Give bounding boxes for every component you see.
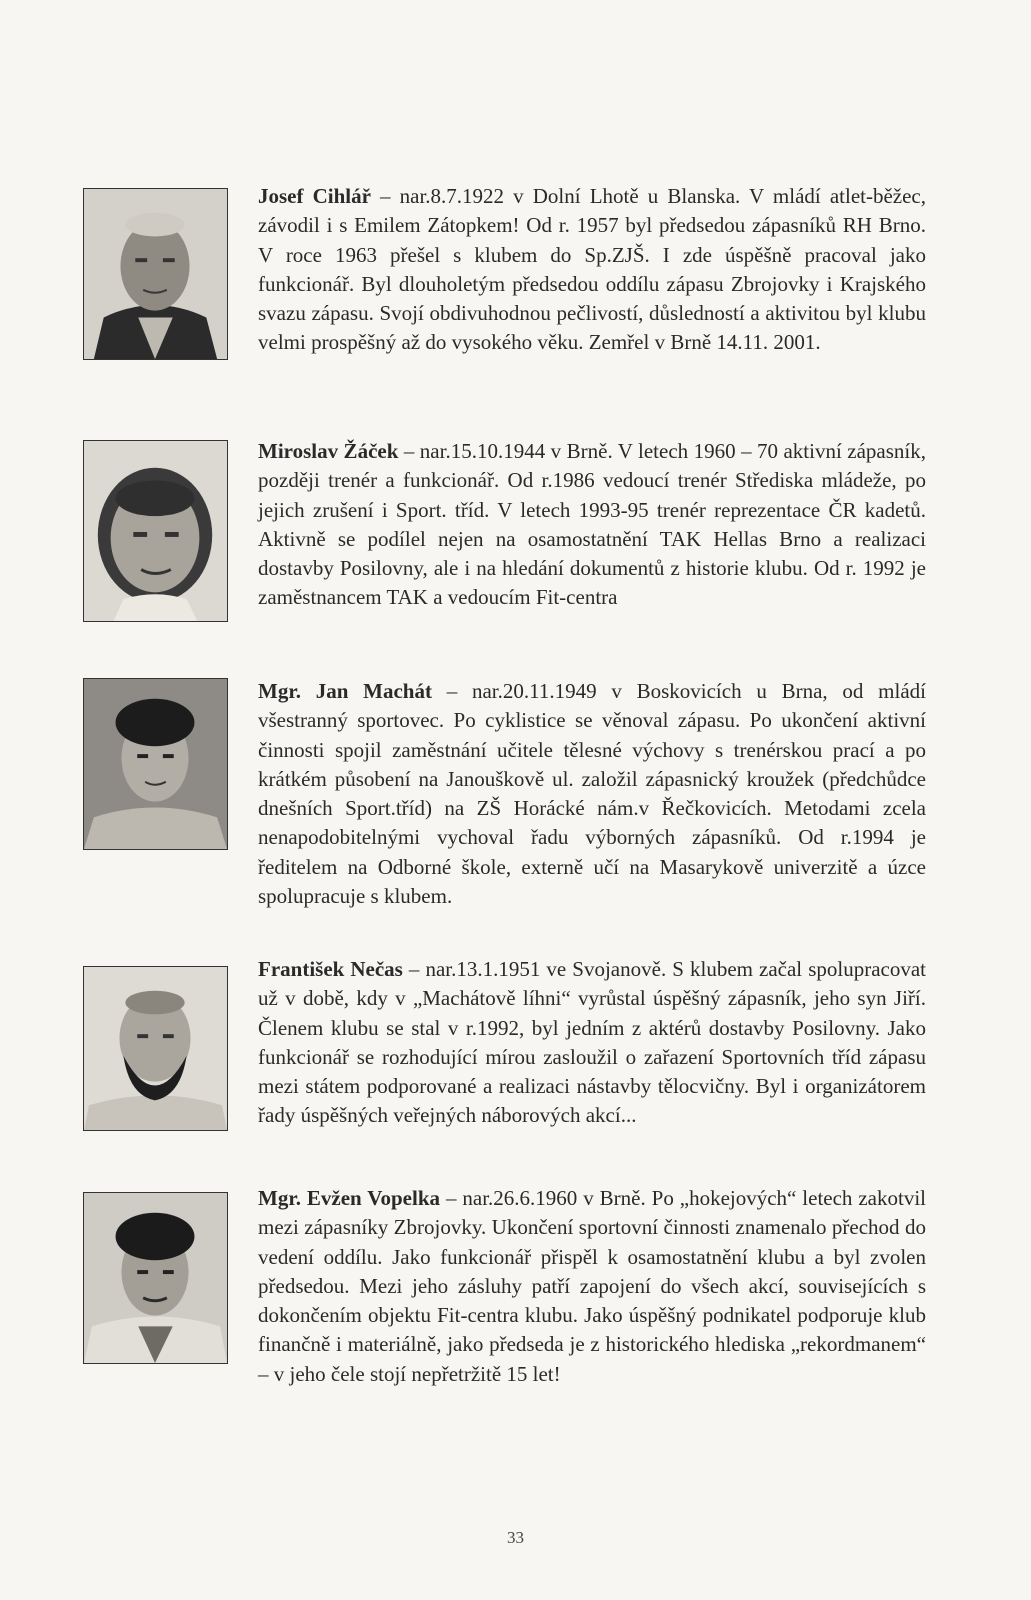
portrait-photo — [83, 188, 228, 360]
biography: – nar.20.11.1949 v Boskovicích u Brna, od mládí všestranný sportovec. Po cyklistice se věnoval zápasu. Po ukončení aktivní činnosti spojil zaměstnání učitele tělesné výchovy s trenérskou prací a po krátkém působení na Janouškově ul. založil zápasnický kroužek (předchůdce dnešních Sport.tříd) na ZŠ Horácké nám.v Řečkovicích. Metodami zcela nenapodobitelnými vychoval řadu výborných zápasníků. Od r.1994 je ředitelem na Odborné škole, externě učí na Masarykově univerzitě a úzce spolupracuje s klubem. — [258, 679, 926, 909]
biography: – nar.26.6.1960 v Brně. Po „hokejových“ letech zakotvil mezi zápasníky Zbrojovky. Ukončení sportovní činnosti znamenalo přechod do vedení oddílu. Jako funkcionář přispěl k osamostatnění klubu a byl zvolen předsedou. Mezi jeho zásluhy patří zapojení do všech akcí, souvisejících s dokončením objektu Fit-centra klubu. Jako úspěšný podnikatel podporuje klub finančně i materiálně, jako předseda je z historického hlediska „rekordmanem“ – v jeho čele stojí nepřetržitě 15 let! — [258, 1186, 926, 1386]
entry-text — [258, 955, 926, 1131]
portrait-photo — [83, 440, 228, 622]
entry-text — [258, 437, 926, 613]
entry-text — [258, 1184, 926, 1389]
person-name: Miroslav Žáček — [258, 439, 399, 463]
portrait-photo — [83, 678, 228, 850]
biography: – nar.15.10.1944 v Brně. V letech 1960 – 70 aktivní zápasník, později trenér a funkcionář. Od r.1986 vedoucí trenér Střediska mládeže, po jejich zrušení i Sport. tříd. V letech 1993-95 trenér reprezentace ČR kadetů. Aktivně se podílel nejen na osamostatnění TAK Hellas Brno a realizaci dostavby Posilovny, ale i na hledání dokumentů z historie klubu. Od r. 1992 je zaměstnancem TAK a vedoucím Fit-centra — [258, 439, 926, 610]
person-name: Mgr. Jan Machát — [258, 679, 432, 703]
person-name: Josef Cihlář — [258, 184, 371, 208]
portrait-photo — [83, 1192, 228, 1364]
entry-text — [258, 182, 926, 358]
entry-text — [258, 677, 926, 911]
biography: – nar.8.7.1922 v Dolní Lhotě u Blanska. V mládí atlet-běžec, závodil i s Emilem Zátopkem! Od r. 1957 byl předsedou zápasníků RH Brno. V roce 1963 přešel s klubem do Sp.ZJŠ. I zde úspěšně pracoval jako funkcionář. Byl dlouholetým předsedou oddílu zápasu Zbrojovky i Krajského svazu zápasu. Svojí obdivuhodnou pečlivostí, důsledností a aktivitou byl klubu velmi prospěšný až do vysokého věku. Zemřel v Brně 14.11. 2001. — [258, 184, 927, 355]
person-name: Mgr. Evžen Vopelka — [258, 1186, 441, 1210]
page-number: 33 — [507, 1528, 524, 1547]
person-name: František Nečas — [258, 957, 403, 981]
portrait-photo — [83, 966, 228, 1131]
biography: – nar.13.1.1951 ve Svojanově. S klubem začal spolupracovat už v době, kdy v „Machátově líhni“ vyrůstal úspěšný zápasník, jeho syn Jiří. Členem klubu se stal v r.1992, byl jedním z aktérů dostavby Posilovny. Jako funkcionář se rozhodující mírou zasloužil o zařazení Sportovních tříd zápasu mezi státem podporované a realizaci nástavby tělocvičny. Byl i organizátorem řady úspěšných veřejných náborových akcí... — [258, 957, 926, 1128]
